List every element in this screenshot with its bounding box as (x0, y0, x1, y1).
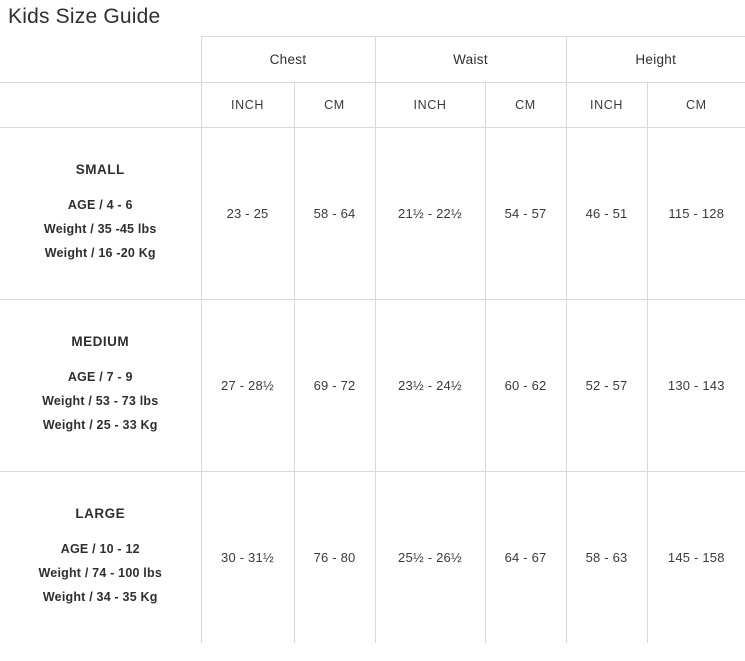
cell-height-cm: 145 - 158 (647, 472, 745, 644)
size-weight-lbs: Weight / 74 - 100 lbs (38, 565, 162, 580)
cell-chest-cm: 58 - 64 (294, 128, 375, 300)
header-height: Height (566, 37, 745, 83)
cell-chest-inch: 23 - 25 (201, 128, 294, 300)
table-row (0, 472, 745, 644)
table-row (0, 128, 745, 300)
table-row (0, 300, 745, 472)
page-title: Kids Size Guide (8, 5, 161, 28)
cell-waist-inch: 23½ - 24½ (375, 300, 485, 472)
cell-height-inch: 58 - 63 (566, 472, 647, 644)
cell-waist-inch: 25½ - 26½ (375, 472, 485, 644)
size-weight-lbs: Weight / 53 - 73 lbs (42, 393, 159, 408)
size-age: AGE / 4 - 6 (67, 197, 133, 212)
cell-waist-inch: 21½ - 22½ (375, 128, 485, 300)
unit-header-height-cm: CM (647, 83, 745, 128)
cell-waist-cm: 54 - 57 (485, 128, 566, 300)
unit-header-chest-cm: CM (294, 83, 375, 128)
size-weight-kg: Weight / 16 -20 Kg (44, 246, 156, 261)
cell-chest-cm: 69 - 72 (294, 300, 375, 472)
size-weight-kg: Weight / 34 - 35 Kg (42, 590, 158, 605)
size-age: AGE / 7 - 9 (67, 369, 133, 384)
cell-height-cm: 115 - 128 (647, 128, 745, 300)
size-label-cell-small (0, 128, 201, 300)
table-unit-header-row (0, 83, 745, 128)
size-name: LARGE (75, 505, 126, 521)
unit-header-waist-cm: CM (485, 83, 566, 128)
size-weight-lbs: Weight / 35 -45 lbs (43, 221, 157, 236)
header-empty-cell (0, 37, 201, 83)
size-guide-table (0, 36, 745, 643)
table-group-header-row (0, 37, 745, 83)
cell-height-cm: 130 - 143 (647, 300, 745, 472)
cell-chest-cm: 76 - 80 (294, 472, 375, 644)
cell-waist-cm: 60 - 62 (485, 300, 566, 472)
size-weight-kg: Weight / 25 - 33 Kg (42, 418, 158, 433)
size-label-cell-large (0, 472, 201, 644)
unit-header-empty-cell (0, 83, 201, 128)
unit-header-waist-inch: INCH (375, 83, 485, 128)
unit-header-chest-inch: INCH (201, 83, 294, 128)
size-age: AGE / 10 - 12 (60, 541, 140, 556)
header-waist: Waist (375, 37, 566, 83)
size-name: SMALL (75, 161, 125, 177)
size-label-cell-medium (0, 300, 201, 472)
header-chest: Chest (201, 37, 375, 83)
cell-waist-cm: 64 - 67 (485, 472, 566, 644)
cell-height-inch: 52 - 57 (566, 300, 647, 472)
cell-chest-inch: 27 - 28½ (201, 300, 294, 472)
size-name: MEDIUM (71, 333, 130, 349)
cell-height-inch: 46 - 51 (566, 128, 647, 300)
cell-chest-inch: 30 - 31½ (201, 472, 294, 644)
unit-header-height-inch: INCH (566, 83, 647, 128)
